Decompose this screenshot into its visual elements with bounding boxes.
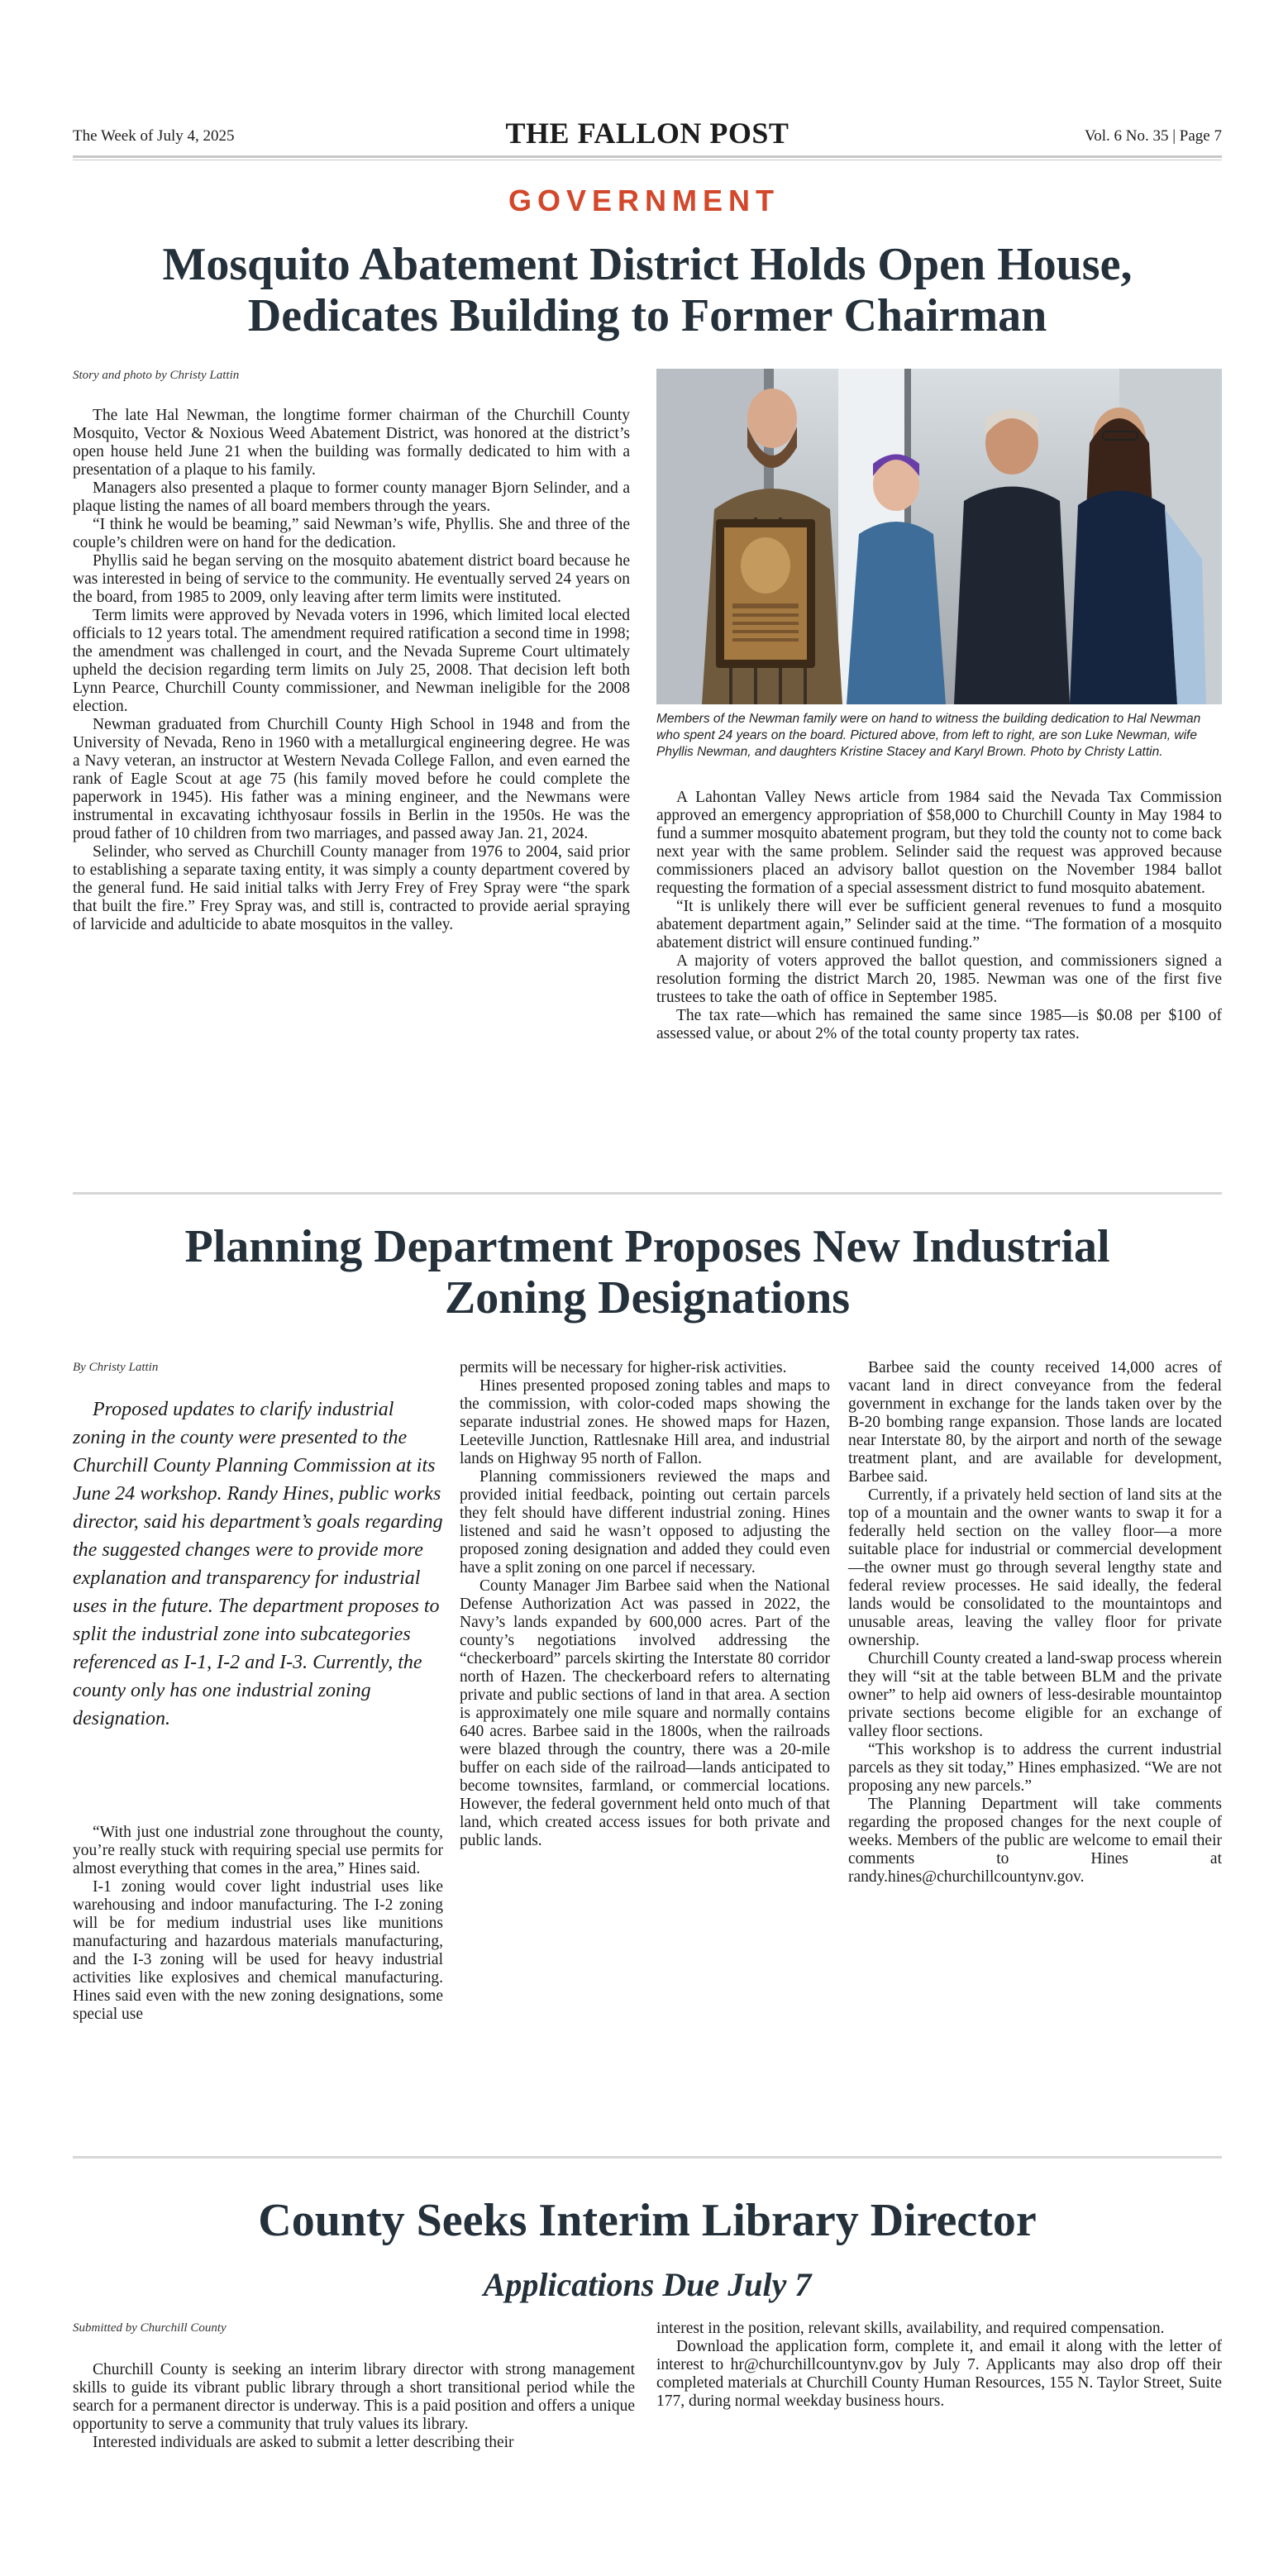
article1-paragraph: Term limits were approved by Nevada voters in 1996, which limited local elected officials to 12 years total. The amendment required ratification a second time in 1998; the amendment was challenged in court, and the Nevada Supreme Court ultimately upheld the decision regarding term limits on July 25, 2008. That decision left both Lynn Pearce, Churchill County commissioner, and Newman ineligible for the 2008 election. — [73, 607, 630, 715]
article2-byline: By Christy Lattin — [73, 1361, 159, 1374]
article2-paragraph: Hines presented proposed zoning tables and maps to the commission, with color-coded maps showing the separate industrial zones. He showed maps for Hazen, Leeteville Junction, Rattlesnake Hill area, and industrial lands on Highway 95 north of Fallon. — [460, 1377, 830, 1467]
article1-headline-line1: Mosquito Abatement District Holds Open House, — [162, 239, 1133, 290]
article2-headline-line2: Zoning Designations — [444, 1271, 851, 1324]
article1-column-1 — [73, 407, 630, 934]
article2-paragraph: “With just one industrial zone throughout the county, you’re really stuck with requiring special use permits for almost everything that comes in the area,” Hines said. — [73, 1824, 443, 1877]
article2-paragraph: “This workshop is to address the current industrial parcels as they sit today,” Hines emphasized. “We are not proposing any new parcels.” — [848, 1741, 1222, 1795]
article3-paragraph: Churchill County is seeking an interim library director with strong management skills to guide its vibrant public library through a short transitional period while the search for a permanent director is underway. This is a paid position and offers a unique opportunity to serve a community that truly values its library. — [73, 2361, 635, 2433]
article1-paragraph: Selinder, who served as Churchill County manager from 1976 to 2004, said prior to establishing a separate taxing entity, it was simply a county department covered by the general fund. He said initial talks with Jerry Frey of Frey Spray were “the spark that built the fire.” Frey Spray was, and still is, contracted to provide aerial spraying of larvicide and adulticide to abate mosquitos in the valley. — [73, 843, 630, 933]
article1-paragraph: The late Hal Newman, the longtime former chairman of the Churchill County Mosquito, Vector & Noxious Weed Abatement District, was honored at the district’s open house held June 21 when the building was formally dedicated to him with a presentation of a plaque to his family. — [73, 407, 630, 479]
article2-column-3 — [848, 1359, 1222, 1887]
section-label: GOVERNMENT — [508, 184, 780, 217]
article1-paragraph: A Lahontan Valley News article from 1984 said the Nevada Tax Commission approved an emergency appropriation of $58,000 to Churchill County in May 1984 to fund a summer mosquito abatement program, but they told the county not to come back next year with the same problem. Selinder said the request was approved because commissioners placed an advisory ballot question on the November 1984 ballot requesting the formation of a special assessment district to fund mosquito abatement. — [656, 789, 1222, 897]
article2-paragraph: Currently, if a privately held section of land sits at the top of a mountain and the owner wants to swap it for a federally held section on the valley floor—a more suitable place for industrial or commercial development—the owner must go through several lengthy state and federal review processes. He said ideally, the federal lands would be consolidated to the mountaintops and unusable areas, leaving the valley floor for private ownership. — [848, 1486, 1222, 1649]
article2-column-2 — [460, 1359, 830, 1850]
issue-date: The Week of July 4, 2025 — [73, 127, 235, 145]
article3-paragraph: interest in the position, relevant skills, availability, and required compensation. — [656, 2320, 1165, 2337]
family-photo-illustration — [656, 369, 1222, 704]
article2-headline — [73, 1222, 1222, 1324]
newspaper-title: THE FALLON POST — [505, 117, 789, 150]
masthead — [73, 116, 1222, 154]
article2-column-1 — [73, 1824, 443, 2024]
article2-paragraph: permits will be necessary for higher-risk activities. — [460, 1359, 787, 1376]
article2-lede-text: Proposed updates to clarify industrial zoning in the county were presented to the Churchill County Planning Commission at its June 24 workshop. Randy Hines, public works director, said his department’s goals regarding the suggested changes were to provide more explanation and transparency for industrial uses in the future. The department proposes to split the industrial zone into subcategories referenced as I-1, I-2 and I-3. Currently, the county only has one industrial zoning designation. — [73, 1399, 443, 1729]
article1-byline: Story and photo by Christy Lattin — [73, 369, 240, 382]
article1-photo — [656, 369, 1222, 704]
article1-paragraph: “It is unlikely there will ever be sufficient general revenues to fund a mosquito abatement department again,” Selinder said at the time. “The formation of a mosquito abatement district will ensure continued funding.” — [656, 898, 1222, 952]
article2-paragraph: Planning commissioners reviewed the maps and provided initial feedback, pointing out certain parcels they felt should have different industrial zoning. Hines listened and said he wasn’t opposed to adjusting the proposed zoning designation and added they could even have a split zoning on one parcel if necessary. — [460, 1468, 830, 1577]
article2-paragraph: County Manager Jim Barbee said when the National Defense Authorization Act was passed in 2022, the Navy’s lands expanded by 600,000 acres. Part of the county’s negotiations involved addressing the “checkerboard” parcels skirting the Interstate 80 corridor north of Hazen. The checkerboard refers to alternating private and public sections of land in that area. A section is approximately one mile square and normally contains 640 acres. Barbee said in the 1800s, when the railroads were blazed through the country, there was a 20-mile buffer on each side of the railroad—lands anticipated to become townsites, farmland, or commercial locations. However, the federal government held onto much of that land, which created access issues for both private and public lands. — [460, 1577, 830, 1849]
article1-paragraph: The tax rate—which has remained the same since 1985—is $0.08 per $100 of assessed value, or about 2% of the total county property tax rates. — [656, 1007, 1222, 1042]
article1-paragraph: Managers also presented a plaque to former county manager Bjorn Selinder, and a plaque listing the names of all board members through the years. — [73, 479, 630, 515]
article3-paragraph: Download the application form, complete it, and email it along with the letter of interest to hr@churchillcountynv.gov by July 7. Applicants may also drop off their completed materials at Churchill County Human Resources, 155 N. Taylor Street, Suite 177, during normal weekday business hours. — [656, 2338, 1222, 2410]
article2-paragraph: Barbee said the county received 14,000 acres of vacant land in direct conveyance from the federal government in exchange for the lands taken over by the B-20 bombing range expansion. Those lands are located near Interstate 80, by the airport and north of the sewage treatment plant, and are available for development, Barbee said. — [848, 1359, 1222, 1486]
article1-headline-line2: Dedicates Building to Former Chairman — [247, 289, 1047, 341]
article1-paragraph: “I think he would be beaming,” said Newman’s wife, Phyllis. She and three of the couple’s children were on hand for the dedication. — [73, 516, 630, 551]
article1-headline — [73, 240, 1222, 341]
article2-paragraph: Churchill County created a land-swap process wherein they will “sit at the table between BLM and the private owner” to help aid owners of less-desirable mountaintop private sections become eligible for an exchange of valley floor sections. — [848, 1650, 1222, 1740]
article2-headline-line1: Planning Department Proposes New Industrial — [184, 1221, 1110, 1272]
issue-info: Vol. 6 No. 35 | Page 7 — [1084, 127, 1222, 145]
article1-paragraph: Newman graduated from Churchill County High School in 1948 and from the University of Nevada, Reno in 1960 with a metallurgical engineering degree. He was a Navy veteran, an instructor at Western Nevada College Fallon, and even earned the rank of Eagle Scout at age 75 (his family moved before he could complete the paperwork in 1945). His father was a mining engineer, and the Newmans were instrumental in excavating ichthyosaur fossils in Berlin in the 1950s. He was the proud father of 10 children from two marriages, and passed away Jan. 21, 2024. — [73, 716, 630, 842]
article3-paragraph: Interested individuals are asked to submit a letter describing their — [93, 2434, 514, 2451]
article1-paragraph: Phyllis said he began serving on the mosquito abatement district board because he was interested in being of service to the community. He eventually served 24 years on the board, from 1985 to 2009, only leaving after term limits were instituted. — [73, 552, 630, 606]
section-divider — [73, 2156, 1222, 2159]
article2-lede — [73, 1395, 445, 1733]
masthead-rule — [73, 155, 1222, 160]
article3-headline: County Seeks Interim Library Director — [258, 2195, 1037, 2246]
article3-subhead: Applications Due July 7 — [483, 2266, 812, 2303]
section-divider — [73, 1192, 1222, 1195]
article1-paragraph: A majority of voters approved the ballot question, and commissioners signed a resolution forming the district March 20, 1985. Newman was one of the first five trustees to take the oath of office in September 1985. — [656, 952, 1222, 1006]
article2-paragraph: I-1 zoning would cover light industrial uses like warehousing and indoor manufacturing. The I-2 zoning will be for medium industrial uses like munitions manufacturing and hazardous materials manufacturing, and the I-3 zoning will be used for heavy industrial activities like explosives and chemical manufacturing. Hines said even with the new zoning designations, some special use — [73, 1878, 443, 2023]
article3-column-1 — [73, 2361, 635, 2452]
article2-paragraph: The Planning Department will take comments regarding the proposed changes for the next couple of weeks. Members of the public are welcome to email their comments to Hines at randy.hines@churchillcountynv.gov. — [848, 1796, 1222, 1886]
article1-column-2 — [656, 789, 1222, 1043]
article1-photo-caption: Members of the Newman family were on hand to witness the building dedication to Hal Newman who spent 24 years on the board. Pictured above, from left to right, are son Luke Newman, wife Phyllis Newman, and daughters Kristine Stacey and Karyl Brown. Photo by Christy Lattin. — [656, 712, 1201, 759]
article3-column-2 — [656, 2320, 1222, 2411]
article3-byline: Submitted by Churchill County — [73, 2321, 227, 2335]
